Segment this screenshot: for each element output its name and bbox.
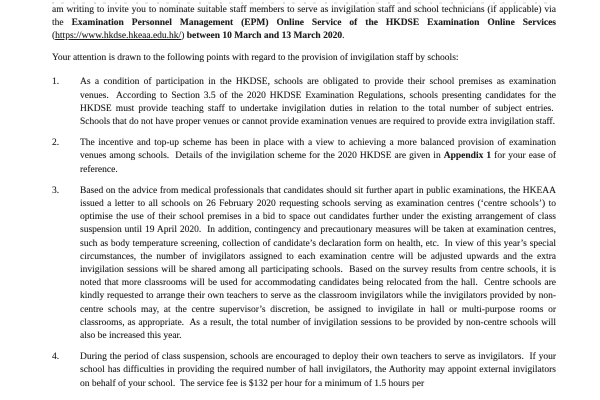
text-segment: am writing to invite you to nominate suitable staff members to serve as invigilation staff and school technicians (if applicable) via the [52, 5, 556, 29]
opening-paragraph [52, 4, 556, 44]
list-item-2-number: 2. [52, 138, 60, 149]
appendix-1-bold-text: Appendix 1 [443, 151, 492, 162]
list-item-2-text [80, 137, 556, 177]
list-item-1-number: 1. [52, 77, 60, 88]
hkdse-url-link[interactable]: https://www.hkdse.hkeaa.edu.hk/ [55, 31, 182, 42]
nomination-dates-bold-text: between 10 March and 13 March 2020 [186, 31, 343, 42]
epm-online-service-bold-text: Examination Personnel Management (EPM) Online Service of the HKDSE Examination Online Services [71, 18, 557, 29]
list-item-4-text: During the period of class suspension, schools are encouraged to deploy their own teachers to serve as invigilators. If your school has difficulties in providing the required number of hall invigilators, the Authority may appoint external invigilators on behalf of your school. The service fee is $132 per hour for a minimum of 1.5 hours per [80, 352, 556, 389]
list-item-3-number: 3. [52, 185, 60, 196]
text-segment: ( [52, 31, 56, 42]
text-segment: The incentive and top-up scheme has been in place with a view to achieving a more balanced provision of examination venues among schools. Details of the invigilation scheme for the 2020 HKDSE are given in [80, 138, 556, 162]
list-item-3 [52, 185, 556, 343]
text-segment: . [342, 31, 345, 42]
list-item-1-text: As a condition of participation in the HKDSE, schools are obligated to provide their school premises as examination venues. According to Section 3.5 of the 2020 HKDSE Examination Regulations, schools presenting candidates for the HKDSE must provide teaching staff to undertake invigilation duties in relation to the total number of subject entries. Schools that do not have proper venues or cannot provide examination venues are required to provide extra invigilation staff. [80, 77, 556, 127]
list-item-1 [52, 76, 556, 129]
clipped-previous-line-fragment [52, 2, 556, 4]
text-segment: ) [181, 31, 187, 42]
list-item-3-text: Based on the advice from medical professionals that candidates should sit further apart in public examinations, the HKEAA issued a letter to all schools on 26 February 2020 requesting schools serving as examination centres (‘centre schools’) to optimise the use of their school premises in a bid to space out candidates further under the existing arrangement of class suspension until 19 April 2020. In addition, contingency and precautionary measures will be taken at examination centres, such as body temperature screening, collection of candidate’s declaration form on health, etc. In view of this year’s special circumstances, the number of invigilators assigned to each examination centre will be adjusted upwards and the extra invigilation sessions will be shared among all participating schools. Based on the survey results from centre schools, it is noted that more classrooms will be used for accommodating candidates being relocated from the hall. Centre schools are kindly requested to arrange their own teachers to serve as the classroom invigilators while the invigilators provided by non-centre schools may, at the centre supervisor’s discretion, be assigned to invigilate in hall or multi-purpose rooms or classrooms, as appropriate. As a result, the total number of invigilation sessions to be provided by non-centre schools will also be increased this year. [80, 185, 556, 341]
attention-line: Your attention is drawn to the following points with regard to the provision of invigilation staff by schools: [52, 53, 459, 64]
list-item-4-number: 4. [52, 352, 60, 363]
list-item-2 [52, 137, 556, 177]
text-segment: for your ease of reference. [80, 151, 556, 175]
list-item-4 [52, 351, 556, 391]
